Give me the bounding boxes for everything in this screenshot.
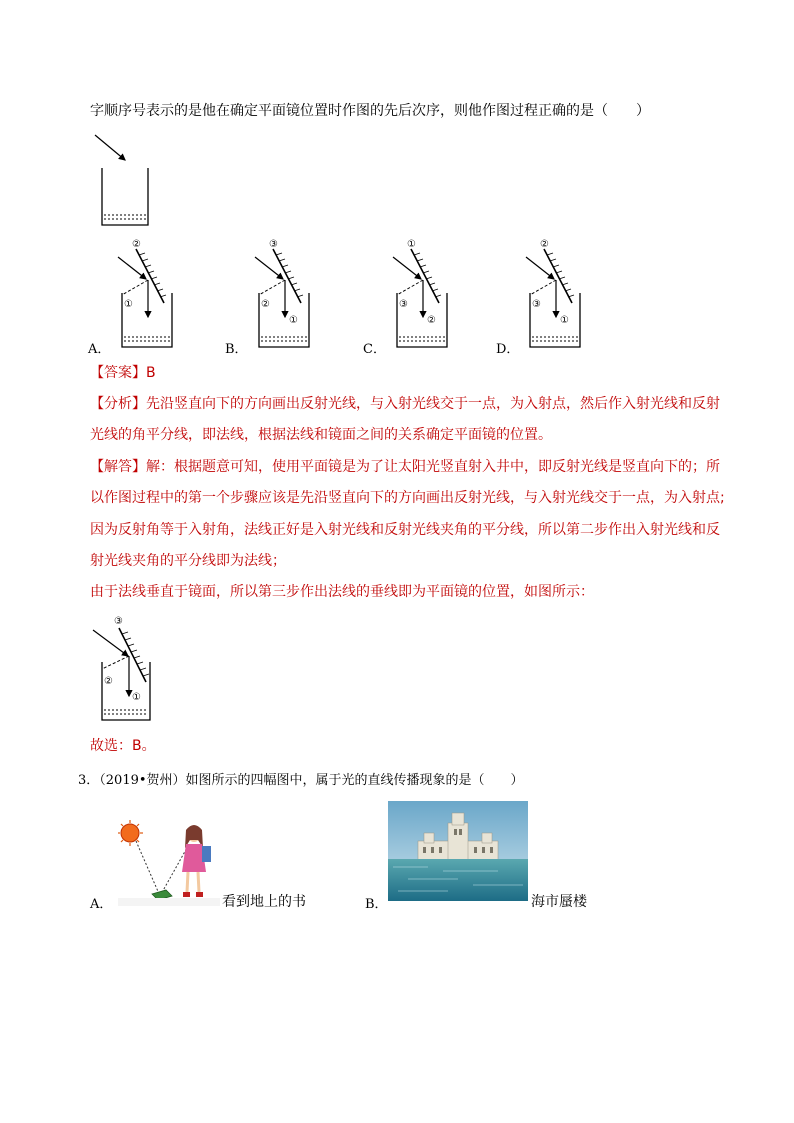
final-mark-1: ①: [132, 692, 141, 703]
option-c-letter[interactable]: C．: [363, 342, 386, 357]
solution-tag: 【解答】: [90, 459, 146, 475]
final-diagram: [88, 612, 168, 724]
solution-line-1: 【解答】解：根据题意可知，使用平面镜是为了让太阳光竖直射入井中，即反射光线是竖直向下的；所: [90, 459, 720, 475]
option-a-diagram: [116, 235, 196, 350]
q3-option-a-letter: A．: [90, 897, 113, 912]
option-a-mark-1: ②: [132, 239, 141, 250]
option-c-mark-3: ②: [427, 315, 436, 326]
option-c-diagram: [391, 235, 471, 350]
option-d-mark-1: ②: [540, 239, 549, 250]
option-d-mark-2: ③: [532, 299, 541, 310]
q3-option-b-caption: 海市蜃楼: [531, 894, 587, 910]
solution-line-4: 射光线夹角的平分线即为法线；: [90, 553, 286, 569]
mirage-image: [388, 801, 528, 901]
option-b-diagram: [253, 235, 333, 350]
answer-line: [90, 363, 156, 383]
option-b-mark-2: ②: [261, 299, 270, 310]
option-b-mark-1: ③: [269, 239, 278, 250]
option-d-mark-3: ①: [560, 315, 569, 326]
option-b-letter[interactable]: B．: [225, 342, 248, 357]
option-b-mark-3: ①: [289, 315, 298, 326]
answer-tag: 【答案】: [90, 365, 146, 381]
well-diagram: [90, 130, 160, 230]
solution-line-5: 由于法线垂直于镜面，所以第三步作出法线的垂线即为平面镜的位置，如图所示：: [90, 584, 594, 600]
final-mark-3: ③: [114, 616, 123, 627]
option-a-mark-2: ①: [124, 299, 133, 310]
analysis-tag: 【分析】: [90, 396, 146, 412]
answer-text: B: [146, 365, 156, 381]
q3-option-a-caption: 看到地上的书: [222, 894, 306, 910]
option-d-letter[interactable]: D．: [496, 342, 520, 357]
option-d-diagram: [524, 235, 604, 350]
conclusion: 故选：B。: [90, 738, 156, 754]
solution-line-3: 因为反射角等于入射角，法线正好是入射光线和反射光线夹角的平分线，所以第二步作出入射光线和反: [90, 522, 720, 538]
question-intro: 字顺序号表示的是他在确定平面镜位置时作图的先后次序，则他作图过程正确的是（ ）: [90, 103, 650, 119]
girl-sun-book-image: [118, 818, 220, 906]
option-a-letter[interactable]: A．: [88, 342, 111, 357]
q3-option-b-letter: B．: [365, 897, 388, 912]
solution-line-2: 以作图过程中的第一个步骤应该是先沿竖直向下的方向画出反射光线，与入射光线交于一点，为入射点;: [90, 490, 725, 506]
option-c-mark-2: ③: [399, 299, 408, 310]
question3-stem: 3．（2019•贺州）如图所示的四幅图中，属于光的直线传播现象的是（ ）: [78, 773, 524, 788]
final-mark-2: ②: [104, 676, 113, 687]
analysis-line-2: 光线的角平分线，即法线，根据法线和镜面之间的关系确定平面镜的位置。: [90, 427, 552, 443]
option-c-mark-1: ①: [407, 239, 416, 250]
analysis-line-1: 【分析】先沿竖直向下的方向画出反射光线，与入射光线交于一点，为入射点，然后作入射光线和反射: [90, 396, 720, 412]
